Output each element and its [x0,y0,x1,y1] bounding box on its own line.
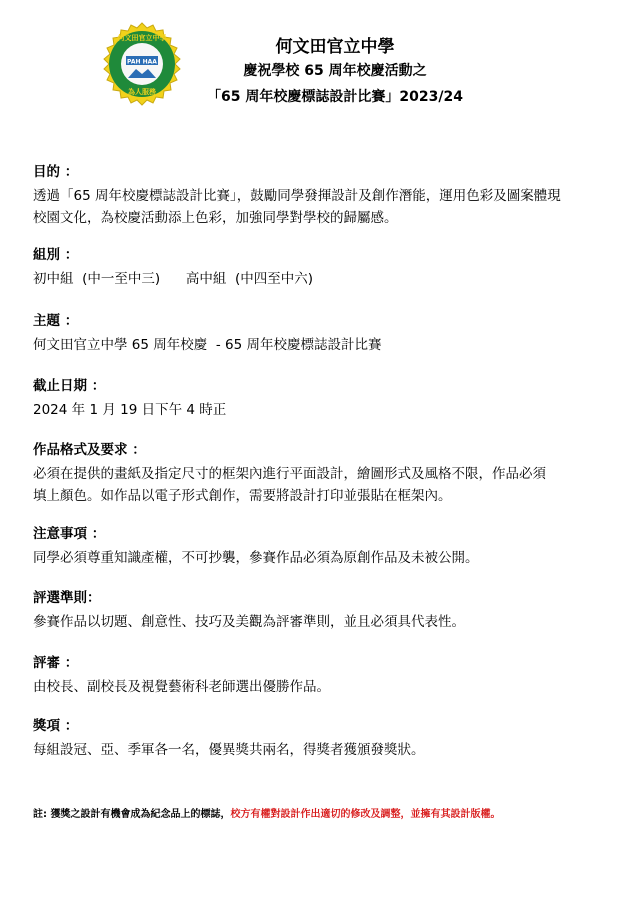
subtitle: 慶祝學校 65 周年校慶活動之 [243,63,427,79]
section-line: 校園文化，為校慶活動添上色彩，加強同學對學校的歸屬感。 [33,210,398,226]
section-heading: 目的 ： [33,164,79,180]
section-line: 必須在提供的畫紙及指定尺寸的框架內進行平面設計，繪圖形式及風格不限，作品必須 [33,466,546,482]
section-notes [33,524,613,569]
section-purpose [33,162,613,229]
section-heading: 注意事項 ： [33,526,106,542]
logo-center-text: PAH HAA [127,58,157,66]
section-line: 何文田官立中學 65 周年校慶 - 65 周年校慶標誌設計比賽 [33,337,382,353]
section-line: 透過「65 周年校慶標誌設計比賽」，鼓勵同學發揮設計及創作潛能，運用色彩及圖案體現 [33,188,561,204]
section-heading: 作品格式及要求 ： [33,442,146,458]
competition-title: 「65 周年校慶標誌設計比賽」2023/24 [207,89,463,105]
section-heading: 獎項 ： [33,718,79,734]
section-groups [33,245,613,290]
section-awards [33,716,613,761]
section-line: 同學必須尊重知識產權，不可抄襲，參賽作品必須為原創作品及未被公開。 [33,550,479,566]
section-heading: 評選準則： [33,590,101,606]
section-deadline [33,376,613,421]
school-logo [100,22,184,106]
section-line: 填上顏色。如作品以電子形式創作，需要將設計打印並張貼在框架內。 [33,488,452,504]
section-heading: 主題 ： [33,313,79,329]
section-heading: 組別 ： [33,247,79,263]
logo-top-text: 何文田官立中學 [117,34,167,42]
section-line: 每組設冠、亞、季軍各一名，優異獎共兩名，得獎者獲頒發獎狀。 [33,742,425,758]
section-heading: 截止日期 ： [33,378,106,394]
section-line: 初中組 (中一至中三) 高中組 (中四至中六) [33,271,313,287]
section-theme [33,311,613,356]
footnote-label: 註: [33,809,51,820]
footnote [33,805,623,820]
school-name: 何文田官立中學 [275,37,395,57]
section-criteria [33,588,613,633]
footnote-copyright-text: 校方有權對設計作出適切的修改及調整，並擁有其設計版權。 [230,809,501,820]
section-format [33,440,613,507]
section-heading: 評審 ： [33,655,79,671]
logo-bottom-text: 為人服務 [128,88,156,96]
footnote-text: 獲獎之設計有機會成為紀念品上的標誌， [50,809,231,820]
section-judges [33,653,613,698]
section-line: 2024 年 1 月 19 日下午 4 時正 [33,402,227,418]
section-line: 由校長、副校長及視覺藝術科老師選出優勝作品。 [33,679,330,695]
section-line: 參賽作品以切題、創意性、技巧及美觀為評審準則，並且必須具代表性。 [33,614,465,630]
